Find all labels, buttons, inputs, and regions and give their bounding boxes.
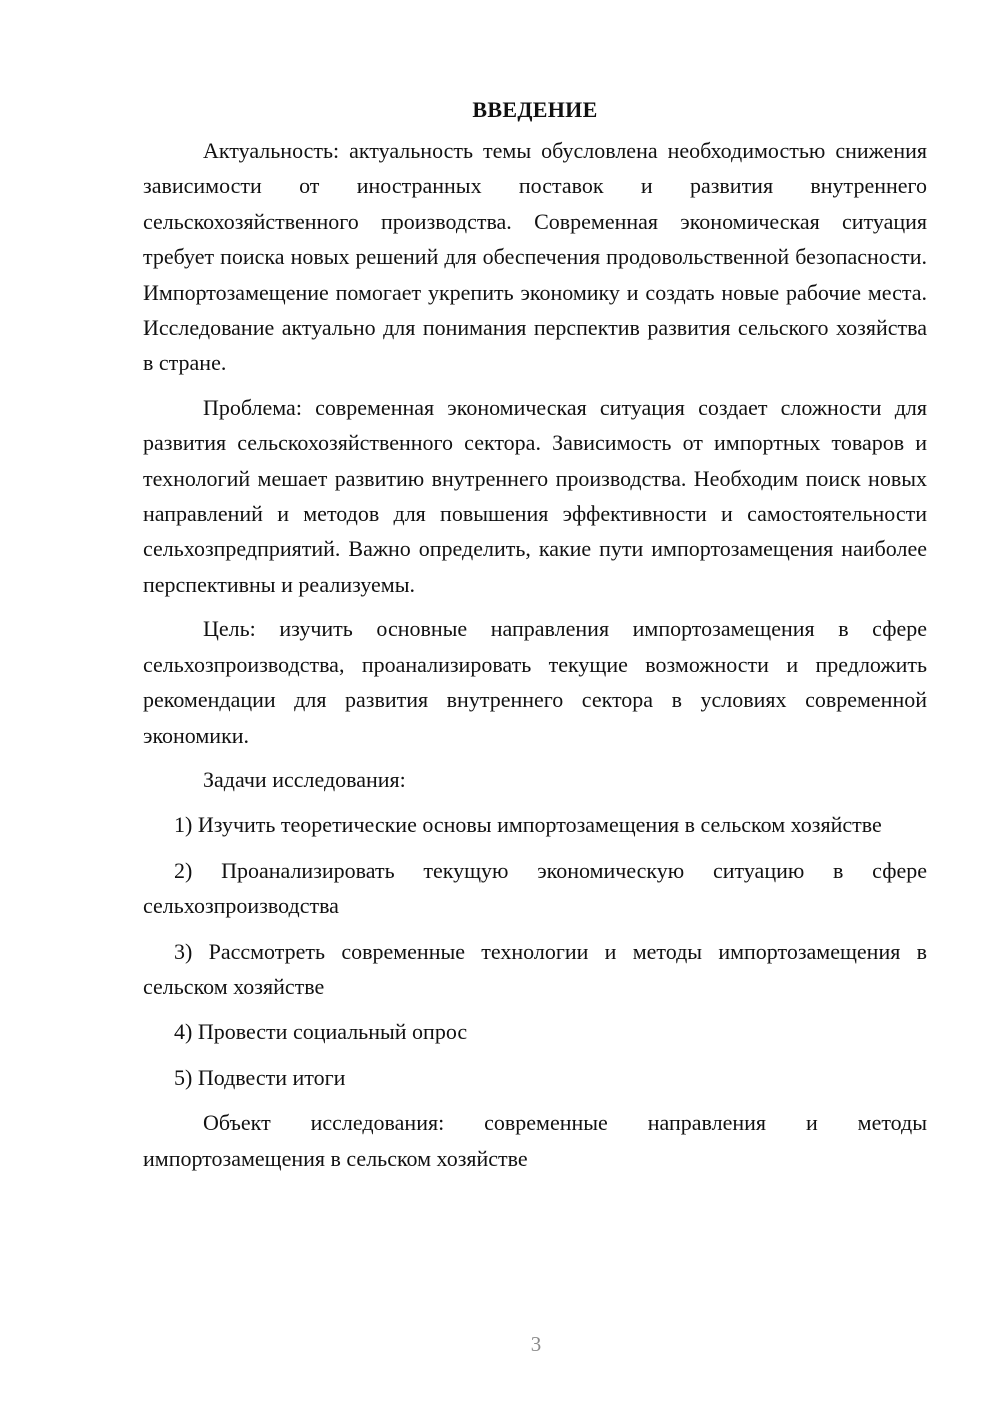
task-item: 3) Рассмотреть современные технологии и методы импортозамещения в сельском хозяйстве: [143, 938, 927, 999]
object-paragraph: Объект исследования: современные направления и методы импортозамещения в сельском хозяйстве: [143, 1110, 927, 1171]
task-item: 5) Подвести итоги: [174, 1064, 346, 1090]
tasks-list: [143, 807, 927, 1095]
page-content: [143, 93, 927, 1185]
task-item: 4) Провести социальный опрос: [174, 1019, 468, 1045]
section-heading: ВВЕДЕНИЕ: [472, 97, 598, 122]
tasks-heading: Задачи исследования:: [203, 766, 406, 792]
problem-paragraph: Проблема: современная экономическая ситуация создает сложности для развития сельскохозяйственного сектора. Зависимость от импортных товаров и технологий мешает развитию внутреннего производства. Необходим поиск новых направлений и методов для повышения эффективности и самостоятельности сельхозпредприятий. Важно определить, какие пути импортозамещения наиболее перспективны и реализуемы.: [143, 394, 927, 597]
task-item: 2) Проанализировать текущую экономическую ситуацию в сфере сельхозпроизводства: [143, 857, 927, 919]
goal-paragraph: Цель: изучить основные направления импортозамещения в сфере сельхозпроизводства, проанализировать текущие возможности и предложить рекомендации для развития внутреннего сектора в условиях современной экономики.: [143, 616, 927, 748]
relevance-paragraph: Актуальность: актуальность темы обусловлена необходимостью снижения зависимости от иностранных поставок и развития внутреннего сельскохозяйственного производства. Современная экономическая ситуация требует поиска новых решений для обеспечения продовольственной безопасности. Импортозамещение помогает укрепить экономику и создать новые рабочие места. Исследование актуально для понимания перспектив развития сельского хозяйства в стране.: [143, 138, 927, 376]
page-number: 3: [530, 1332, 542, 1356]
task-item: 1) Изучить теоретические основы импортозамещения в сельском хозяйстве: [174, 812, 882, 838]
